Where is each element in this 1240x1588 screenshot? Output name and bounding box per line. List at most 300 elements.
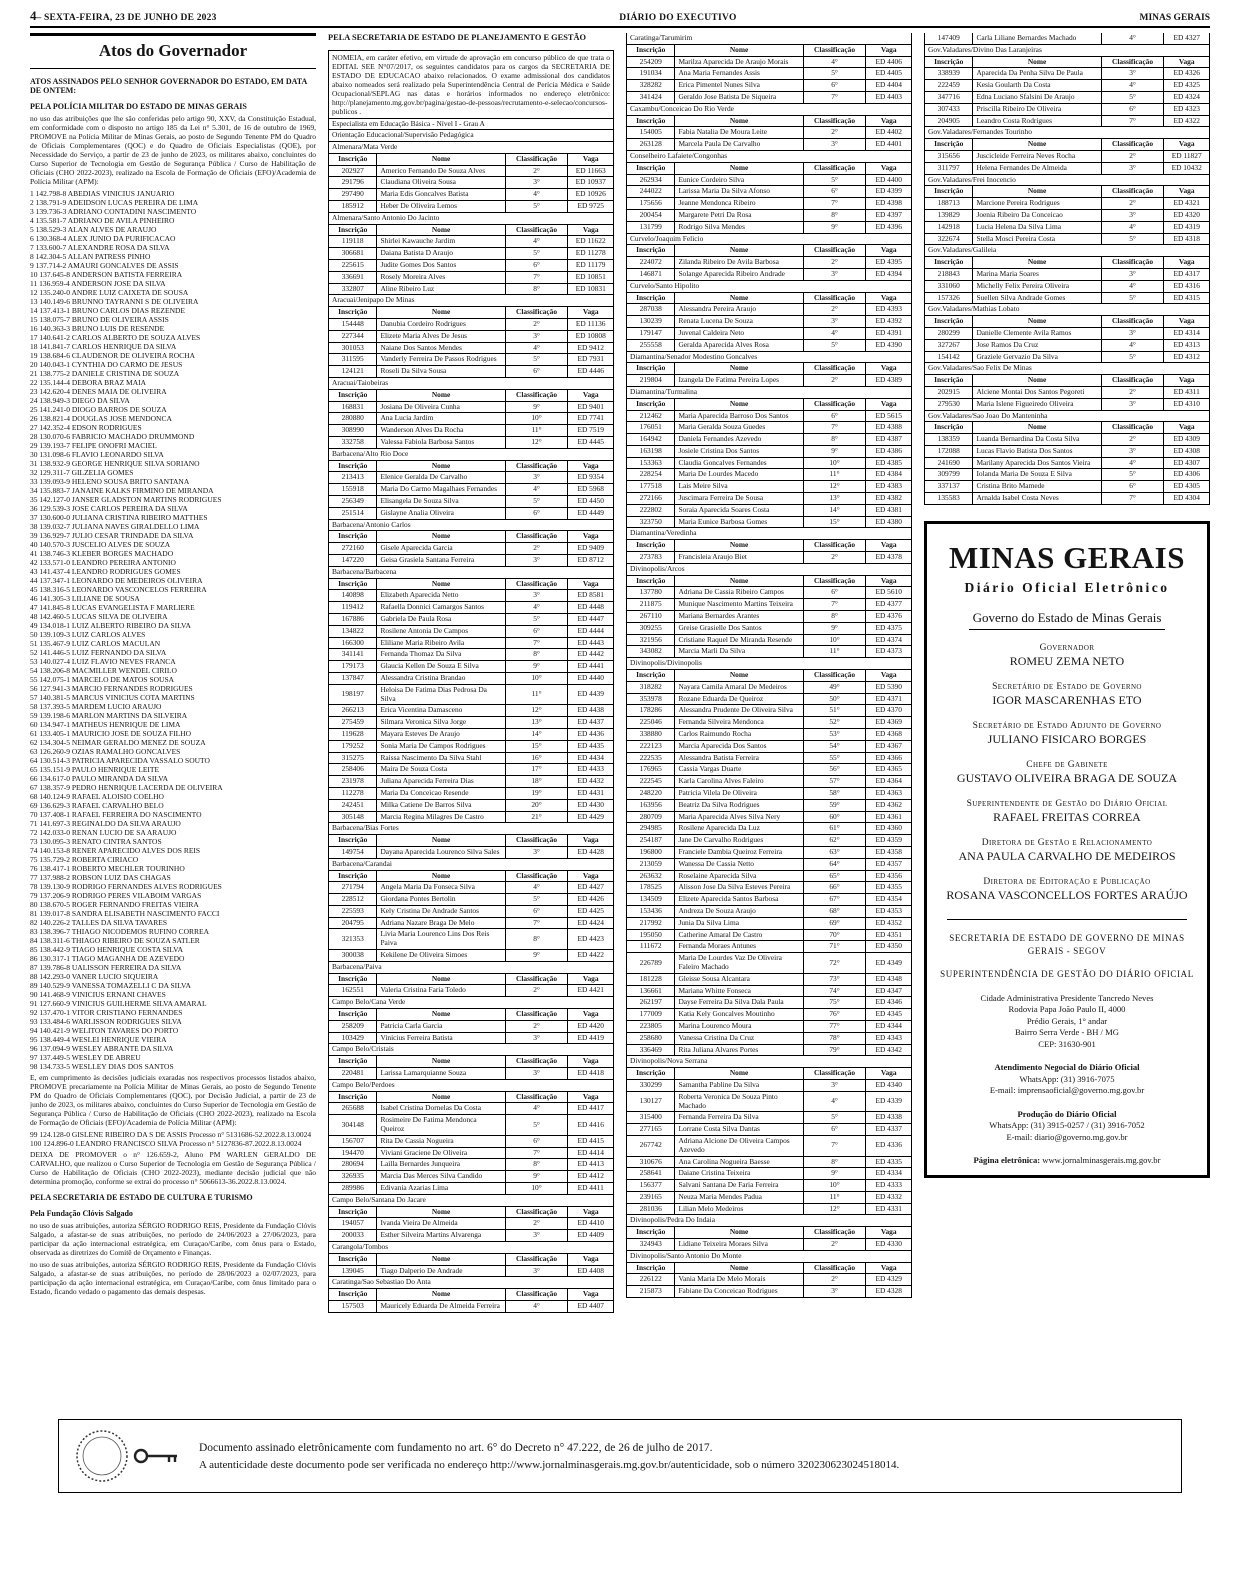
cell-vaga: ED 4316 xyxy=(1164,280,1210,292)
table-row xyxy=(329,905,614,917)
cell-vaga: ED 4327 xyxy=(1164,33,1210,44)
cell-inscricao: 281036 xyxy=(627,1203,675,1215)
cell-vaga: ED 4307 xyxy=(1164,457,1210,469)
cell-vaga: ED 4423 xyxy=(568,929,614,950)
cell-classificacao: 3° xyxy=(505,590,568,602)
column-header: Inscrição xyxy=(627,292,675,304)
cell-vaga: ED 4348 xyxy=(866,973,912,985)
cell-nome: Elizabeth Aparecida Netto xyxy=(377,590,505,602)
cell-nome: Heloisa De Fatima Dias Pedrosa Da Silva xyxy=(377,684,505,705)
cell-nome: Mauricely Eduarda De Almeida Ferreira xyxy=(377,1300,505,1312)
table-row xyxy=(329,684,614,705)
location-band: Barbacena/Paiva xyxy=(328,961,614,974)
table-row xyxy=(329,728,614,740)
cell-inscricao: 181228 xyxy=(627,973,675,985)
cell-nome: Roselaine Aparecida Silva xyxy=(675,870,803,882)
column-header: Inscrição xyxy=(329,835,377,847)
vacancy-table xyxy=(328,1091,614,1195)
address-line: Rodovia Papa João Paulo II, 4000 xyxy=(1008,1004,1126,1015)
cell-vaga: ED 4402 xyxy=(866,127,912,139)
table-header-row xyxy=(627,1227,912,1239)
cell-vaga: ED 5390 xyxy=(866,681,912,693)
cell-inscricao: 275459 xyxy=(329,717,377,729)
cell-inscricao: 185912 xyxy=(329,201,377,213)
cell-inscricao: 324943 xyxy=(627,1239,675,1251)
table-row xyxy=(925,33,1210,44)
vacancy-groups-col4 xyxy=(924,33,1210,505)
nomeia-paragraph: NOMEIA, em caráter efetivo, em virtude de aprovação em concurso público de que trata o EDITAL SEE N°07/2017, os seguintes candidatos para os cargos da SECRETARIA DE ESTADO DE EDUCACAO abaixo relacionados. O exame admissional dos candidatos abaixo nomeados será realizado pela Superintendência Central de Perícia Médica e Saúde Ocupacional/SEPLAG nas datas e horários informados no endereço eletrônico: http://planejamento.mg.gov.br/pagina/gestao-de-pessoas/recrutamento-e-selecao/concursos-publicos . xyxy=(328,50,614,119)
cell-nome: Gisele Aparecida Garcia xyxy=(377,543,505,555)
promotee-line: 79 137.206-9 RODRIGO PERES VILABOIM VARGAS xyxy=(30,891,202,900)
cell-nome: Rozane Eduarda De Queiroz xyxy=(675,693,803,705)
cell-vaga: ED 4344 xyxy=(866,1020,912,1032)
table-row xyxy=(925,221,1210,233)
cell-vaga: ED 4411 xyxy=(568,1183,614,1195)
cell-vaga: ED 4336 xyxy=(866,1135,912,1156)
column-header: Vaga xyxy=(568,835,614,847)
cell-classificacao: 6° xyxy=(505,1135,568,1147)
cell-nome: Graziele Gervazio Da Silva xyxy=(973,351,1101,363)
cell-classificacao: 13° xyxy=(505,717,568,729)
cell-inscricao: 167886 xyxy=(329,613,377,625)
table-row xyxy=(329,1020,614,1032)
cell-vaga: ED 4343 xyxy=(866,1032,912,1044)
table-row xyxy=(329,554,614,566)
cell-vaga: ED 4352 xyxy=(866,917,912,929)
cell-nome: Juscicleide Ferreira Neves Rocha xyxy=(973,150,1101,162)
table-row xyxy=(329,846,614,858)
table-row xyxy=(925,103,1210,115)
cell-nome: Tiago Dalperio De Andrade xyxy=(377,1265,505,1277)
column-header: Inscrição xyxy=(627,1262,675,1274)
cell-nome: Marcione Pereira Rodrigues xyxy=(973,198,1101,210)
cell-vaga: ED 4333 xyxy=(866,1180,912,1192)
column-header: Vaga xyxy=(568,1206,614,1218)
promotee-line: 38 139.032-7 JULIANA NAVES GIRALDELLO LIMA xyxy=(30,522,200,531)
table-row xyxy=(627,493,912,505)
cell-nome: Stella Mosci Pereira Costa xyxy=(973,233,1101,245)
column-header: Vaga xyxy=(1164,257,1210,269)
cell-classificacao: 2° xyxy=(505,319,568,331)
masthead-divider xyxy=(947,919,1187,920)
cell-inscricao: 225615 xyxy=(329,260,377,272)
cell-classificacao: 49° xyxy=(803,681,866,693)
cell-vaga: ED 4356 xyxy=(866,870,912,882)
cell-nome: Edna Luciano Sfalsini De Araujo xyxy=(973,91,1101,103)
cell-inscricao: 262934 xyxy=(627,174,675,186)
cell-classificacao: 15° xyxy=(803,516,866,528)
table-row xyxy=(627,764,912,776)
promotee-line: 29 139.193-7 FELIPE ONOFRI MACIEL xyxy=(30,441,157,450)
cell-inscricao: 239165 xyxy=(627,1191,675,1203)
cell-nome: Rosely Moreira Alves xyxy=(377,271,505,283)
cell-classificacao: 8° xyxy=(803,611,866,623)
table-row xyxy=(925,445,1210,457)
vacancy-table xyxy=(328,870,614,962)
table-row xyxy=(329,165,614,177)
table-row xyxy=(329,330,614,342)
cell-nome: Josiele Cristina Dos Santos xyxy=(675,445,803,457)
cell-classificacao: 6° xyxy=(505,625,568,637)
table-header-row xyxy=(329,578,614,590)
promotee-line: 90 141.468-9 VINICIUS ERNANI CHAVES xyxy=(30,990,166,999)
cell-nome: Adriana Alcione De Oliveira Campos Azevedo xyxy=(675,1135,803,1156)
promotee-line: 80 138.670-5 ROGER FERNANDO FREITAS VIEIRA xyxy=(30,900,199,909)
table-row xyxy=(627,221,912,233)
cell-vaga: ED 4428 xyxy=(568,846,614,858)
cell-classificacao: 76° xyxy=(803,1009,866,1021)
cell-vaga: ED 11827 xyxy=(1164,150,1210,162)
cell-inscricao: 309255 xyxy=(627,622,675,634)
column-header: Vaga xyxy=(1164,139,1210,151)
cell-inscricao: 225046 xyxy=(627,717,675,729)
cell-vaga: ED 4403 xyxy=(866,91,912,103)
cell-classificacao: 7° xyxy=(505,271,568,283)
cell-classificacao: 9° xyxy=(803,622,866,634)
page-header xyxy=(30,8,1210,28)
cell-classificacao: 3° xyxy=(1101,398,1164,410)
cell-classificacao: 19° xyxy=(505,787,568,799)
table-row xyxy=(627,1091,912,1112)
cell-classificacao: 4° xyxy=(803,56,866,68)
cell-nome: Erica Vicentina Damasceno xyxy=(377,705,505,717)
cell-classificacao: 5° xyxy=(505,894,568,906)
table-row xyxy=(329,894,614,906)
vacancy-table xyxy=(328,1288,614,1313)
table-header-row xyxy=(627,1068,912,1080)
cell-classificacao: 7° xyxy=(1101,115,1164,127)
cell-nome: Luanda Bernardina Da Costa Silva xyxy=(973,434,1101,446)
vacancy-table xyxy=(924,374,1210,410)
cell-nome: Fernanda Moraes Antunes xyxy=(675,941,803,953)
cell-classificacao: 2° xyxy=(803,375,866,387)
cell-nome: Larissa Lamarquianne Souza xyxy=(377,1068,505,1080)
cell-nome: Juvenal Caldeira Neto xyxy=(675,327,803,339)
promotee-line: 72 142.033-0 RENAN LUCIO DE SA ARAUJO xyxy=(30,828,177,837)
table-row xyxy=(627,622,912,634)
cell-vaga: ED 9412 xyxy=(568,342,614,354)
cell-inscricao: 258209 xyxy=(329,1020,377,1032)
column-header: Classificação xyxy=(505,460,568,472)
table-row xyxy=(925,162,1210,174)
vacancy-table xyxy=(626,575,912,659)
table-row xyxy=(329,248,614,260)
cell-inscricao: 343082 xyxy=(627,646,675,658)
location-band: Divinopolis/Nova Serrana xyxy=(626,1055,912,1068)
cell-nome: Maria Geralda Souza Guedes xyxy=(675,422,803,434)
cell-nome: Cristina Brito Mamede xyxy=(973,481,1101,493)
table-header-row xyxy=(627,575,912,587)
cell-classificacao: 10° xyxy=(505,672,568,684)
cell-classificacao: 4° xyxy=(505,189,568,201)
cell-vaga: ED 10808 xyxy=(568,330,614,342)
cell-nome: Naiane Dos Santos Mendes xyxy=(377,342,505,354)
cell-nome: Salvani Santana De Faria Ferreira xyxy=(675,1180,803,1192)
column-header: Inscrição xyxy=(329,1206,377,1218)
cell-nome: Fernanda Thomaz Da Silva xyxy=(377,649,505,661)
cell-classificacao: 5° xyxy=(803,68,866,80)
cell-inscricao: 258641 xyxy=(627,1168,675,1180)
cell-nome: Ana Maria Fernandes Assis xyxy=(675,68,803,80)
cell-vaga: ED 4426 xyxy=(568,894,614,906)
cell-inscricao: 204905 xyxy=(925,115,973,127)
location-band: Campo Belo/Cana Verde xyxy=(328,996,614,1009)
table-row xyxy=(627,905,912,917)
cell-vaga: ED 4430 xyxy=(568,799,614,811)
cell-vaga: ED 4407 xyxy=(568,1300,614,1312)
cell-classificacao: 10° xyxy=(803,1180,866,1192)
cell-inscricao: 267742 xyxy=(627,1135,675,1156)
table-row xyxy=(329,787,614,799)
column-header: Vaga xyxy=(568,389,614,401)
table-row xyxy=(925,386,1210,398)
cell-classificacao: 4° xyxy=(1101,280,1164,292)
cell-inscricao: 254209 xyxy=(627,56,675,68)
cell-nome: Jose Ramos Da Cruz xyxy=(973,339,1101,351)
cell-nome: Judite Gomes Dos Santos xyxy=(377,260,505,272)
cell-classificacao: 51° xyxy=(803,705,866,717)
cell-vaga: ED 4338 xyxy=(866,1112,912,1124)
website-link[interactable]: www.jornalminasgerais.mg.gov.br xyxy=(1042,1155,1161,1166)
cell-nome: Ivanda Vieira De Almeida xyxy=(377,1218,505,1230)
location-band: Aracuai/Jenipapo De Minas xyxy=(328,294,614,307)
cell-inscricao: 219804 xyxy=(627,375,675,387)
cell-nome: Rosilene Antonia De Campos xyxy=(377,625,505,637)
column-seplag xyxy=(328,33,614,1385)
cell-inscricao: 341141 xyxy=(329,649,377,661)
cell-classificacao: 2° xyxy=(1101,150,1164,162)
cell-nome: Franciele Dambia Queiroz Ferreira xyxy=(675,846,803,858)
official-name: IGOR MASCARENHAS ETO xyxy=(992,692,1142,707)
table-row xyxy=(925,115,1210,127)
table-row xyxy=(925,481,1210,493)
cell-classificacao: 20° xyxy=(505,799,568,811)
table-row xyxy=(329,613,614,625)
cell-inscricao: 222459 xyxy=(925,80,973,92)
promotee-line: 64 130.514-3 PATRICIA APARECIDA VASSALO SOUTO xyxy=(30,756,210,765)
location-band: Gov.Valadares/Galileia xyxy=(924,244,1210,257)
cell-classificacao: 3° xyxy=(803,316,866,328)
cell-inscricao: 330299 xyxy=(627,1079,675,1091)
promotee-line: 22 135.144-4 DEBORA BRAZ MAIA xyxy=(30,378,147,387)
promotee-line: 14 137.413-1 BRUNO CARLOS DIAS REZENDE xyxy=(30,306,186,315)
column-header: Inscrição xyxy=(627,398,675,410)
table-row xyxy=(329,496,614,508)
table-row xyxy=(627,1044,912,1056)
promotee-line: 23 142.620-4 DENES MAIA DE OLIVEIRA xyxy=(30,387,167,396)
content-columns xyxy=(30,33,1210,1385)
cell-nome: Ana Lucia Jardim xyxy=(377,413,505,425)
cell-inscricao: 336691 xyxy=(329,271,377,283)
table-header-row xyxy=(329,1009,614,1021)
website-label: Página eletrônica: xyxy=(973,1155,1043,1166)
table-row xyxy=(329,425,614,437)
official-entry xyxy=(933,838,1201,864)
column-header: Classificação xyxy=(803,1262,866,1274)
cell-nome: Kesia Goularth Da Costa xyxy=(973,80,1101,92)
location-band: Conselheiro Lafaiete/Congonhas xyxy=(626,150,912,163)
cell-inscricao: 131799 xyxy=(627,221,675,233)
cell-classificacao: 3° xyxy=(505,1265,568,1277)
cell-inscricao: 338939 xyxy=(925,68,973,80)
promotee-line: 54 138.206-8 MACMILLER WENDEL CIRILO xyxy=(30,666,177,675)
column-governador xyxy=(30,33,316,1385)
vacancy-table xyxy=(328,578,614,824)
cell-inscricao: 226122 xyxy=(627,1274,675,1286)
promotee-line: 6 130.368-4 ALEX JUNIO DA PURIFICACAO xyxy=(30,234,176,243)
table-row xyxy=(627,858,912,870)
table-header-row xyxy=(627,1262,912,1274)
column-header: Classificação xyxy=(803,540,866,552)
official-role: Secretário de Estado Adjunto de Governo xyxy=(972,720,1162,731)
cell-classificacao: 11° xyxy=(505,425,568,437)
promotee-line: 26 138.821-4 DOUGLAS JOSE MENDONCA xyxy=(30,414,172,423)
table-row xyxy=(627,316,912,328)
promotee-line: 7 133.600-7 ALEXANDRE ROSA DA SILVA xyxy=(30,243,170,252)
column-header: Inscrição xyxy=(329,578,377,590)
table-row xyxy=(329,201,614,213)
cell-nome: Marcia Marli Da Silva xyxy=(675,646,803,658)
cell-vaga: ED 4432 xyxy=(568,776,614,788)
promotee-line: 48 142.460-5 LUCAS SILVA DE OLIVEIRA xyxy=(30,612,168,621)
cell-nome: Edivania Azarias Lima xyxy=(377,1183,505,1195)
column-tables-4-masthead xyxy=(924,33,1210,1385)
cell-vaga: ED 4417 xyxy=(568,1103,614,1115)
cell-nome: Gabriela De Paula Rosa xyxy=(377,613,505,625)
cell-inscricao: 332758 xyxy=(329,437,377,449)
cell-inscricao: 198197 xyxy=(329,684,377,705)
cell-inscricao: 225593 xyxy=(329,905,377,917)
promotee-line: 57 140.381-5 MARCUS VINICIUS COTA MARTINS xyxy=(30,693,195,702)
atendimento-email[interactable]: E-mail: imprensaoficial@governo.mg.gov.br xyxy=(989,1085,1145,1096)
table-row xyxy=(627,268,912,280)
cell-inscricao: 224072 xyxy=(627,257,675,269)
cell-vaga: ED 4321 xyxy=(1164,198,1210,210)
vacancy-table xyxy=(328,153,614,213)
cell-classificacao: 52° xyxy=(803,717,866,729)
cell-vaga: ED 4330 xyxy=(866,1239,912,1251)
table-row xyxy=(627,1168,912,1180)
table-row xyxy=(627,1020,912,1032)
cell-nome: Vanessa Cristina Da Cruz xyxy=(675,1032,803,1044)
cell-inscricao: 222802 xyxy=(627,504,675,516)
column-header: Classificação xyxy=(1101,316,1164,328)
producao-email[interactable]: E-mail: diario@governo.mg.gov.br xyxy=(1006,1131,1128,1142)
column-header: Vaga xyxy=(866,1068,912,1080)
table-row xyxy=(627,894,912,906)
cell-classificacao: 6° xyxy=(505,260,568,272)
promotee-line: 83 138.396-7 THIAGO NICODEMOS RUFINO CORREA xyxy=(30,927,210,936)
promotee-line: 42 133.571-0 LEANDRO PEREIRA ANTONIO xyxy=(30,558,176,567)
table-row xyxy=(627,611,912,623)
cell-vaga: ED 4370 xyxy=(866,705,912,717)
cell-vaga: ED 4335 xyxy=(866,1156,912,1168)
cell-nome: Maria Aparecida Alves Silva Nery xyxy=(675,811,803,823)
intro-heading: ATOS ASSINADOS PELO SENHOR GOVERNADOR DO ESTADO, EM DATA DE ONTEM: xyxy=(30,77,307,95)
cell-nome: Lidiane Teixeira Moraes Silva xyxy=(675,1239,803,1251)
cell-vaga: ED 9401 xyxy=(568,401,614,413)
section-title-atos-do-governador: Atos do Governador xyxy=(30,33,316,69)
cell-vaga: ED 4399 xyxy=(866,186,912,198)
cell-vaga: ED 4420 xyxy=(568,1020,614,1032)
location-band: Gov.Valadares/Fernandes Tourinho xyxy=(924,126,1210,139)
cell-vaga: ED 4350 xyxy=(866,941,912,953)
cell-classificacao: 2° xyxy=(803,127,866,139)
cell-inscricao: 318282 xyxy=(627,681,675,693)
cell-classificacao: 5° xyxy=(505,201,568,213)
cell-classificacao: 64° xyxy=(803,858,866,870)
cell-inscricao: 244022 xyxy=(627,186,675,198)
cell-vaga: ED 4373 xyxy=(866,646,912,658)
table-header-row xyxy=(627,115,912,127)
official-entry xyxy=(933,643,1201,669)
cell-nome: Solange Aparecida Ribeiro Andrade xyxy=(675,268,803,280)
cell-classificacao: 3° xyxy=(1101,162,1164,174)
cell-classificacao: 61° xyxy=(803,823,866,835)
promotee-line: 27 142.352-4 EDSON RODRIGUES xyxy=(30,423,142,432)
cell-classificacao: 3° xyxy=(803,1079,866,1091)
cell-vaga: ED 4397 xyxy=(866,209,912,221)
column-header: Classificação xyxy=(803,292,866,304)
cell-vaga: ED 4360 xyxy=(866,823,912,835)
location-band: Caratinga/Tarumirim xyxy=(626,33,912,45)
table-row xyxy=(627,198,912,210)
cell-classificacao: 9° xyxy=(505,661,568,673)
cell-inscricao: 200033 xyxy=(329,1230,377,1242)
column-header: Inscrição xyxy=(329,531,377,543)
cell-inscricao: 289986 xyxy=(329,1183,377,1195)
column-header: Classificação xyxy=(1101,257,1164,269)
cell-inscricao: 242451 xyxy=(329,799,377,811)
table-row xyxy=(329,625,614,637)
cell-classificacao: 6° xyxy=(803,410,866,422)
column-header: Nome xyxy=(973,139,1101,151)
table-row xyxy=(627,811,912,823)
cell-inscricao: 196800 xyxy=(627,846,675,858)
cell-classificacao: 4° xyxy=(505,342,568,354)
cell-classificacao: 6° xyxy=(803,1124,866,1136)
cell-inscricao: 279530 xyxy=(925,398,973,410)
cell-nome: Rosimeire De Fatima Mendonca Queiroz xyxy=(377,1115,505,1136)
cell-vaga: ED 4444 xyxy=(568,625,614,637)
table-row xyxy=(925,198,1210,210)
cell-nome: Lorrane Costa Silva Dantas xyxy=(675,1124,803,1136)
column-header: Inscrição xyxy=(627,363,675,375)
table-header-row xyxy=(627,398,912,410)
promotee-line: 16 140.363-3 BRUNO LUIS DE RESENDE xyxy=(30,324,165,333)
column-header: Vaga xyxy=(866,44,912,56)
cell-inscricao: 147409 xyxy=(925,33,973,44)
column-header: Classificação xyxy=(803,398,866,410)
seal-icon xyxy=(75,1429,129,1483)
cell-nome: Marcia Aparecida Dos Santos xyxy=(675,740,803,752)
cell-inscricao: 194057 xyxy=(329,1218,377,1230)
table-row xyxy=(627,717,912,729)
column-header: Vaga xyxy=(568,973,614,985)
cell-nome: Eunice Cordeiro Silva xyxy=(675,174,803,186)
cell-nome: Heber De Oliveira Lemos xyxy=(377,201,505,213)
cell-classificacao: 58° xyxy=(803,788,866,800)
cell-vaga: ED 10831 xyxy=(568,283,614,295)
cell-classificacao: 5° xyxy=(505,248,568,260)
table-row xyxy=(329,740,614,752)
column-header: Inscrição xyxy=(925,422,973,434)
cell-nome: Eliliane Maria Ribeiro Avila xyxy=(377,637,505,649)
column-header: Inscrição xyxy=(627,575,675,587)
cell-inscricao: 146871 xyxy=(627,268,675,280)
cell-nome: Marilany Aparecida Dos Santos Vieira xyxy=(973,457,1101,469)
cell-inscricao: 179252 xyxy=(329,740,377,752)
